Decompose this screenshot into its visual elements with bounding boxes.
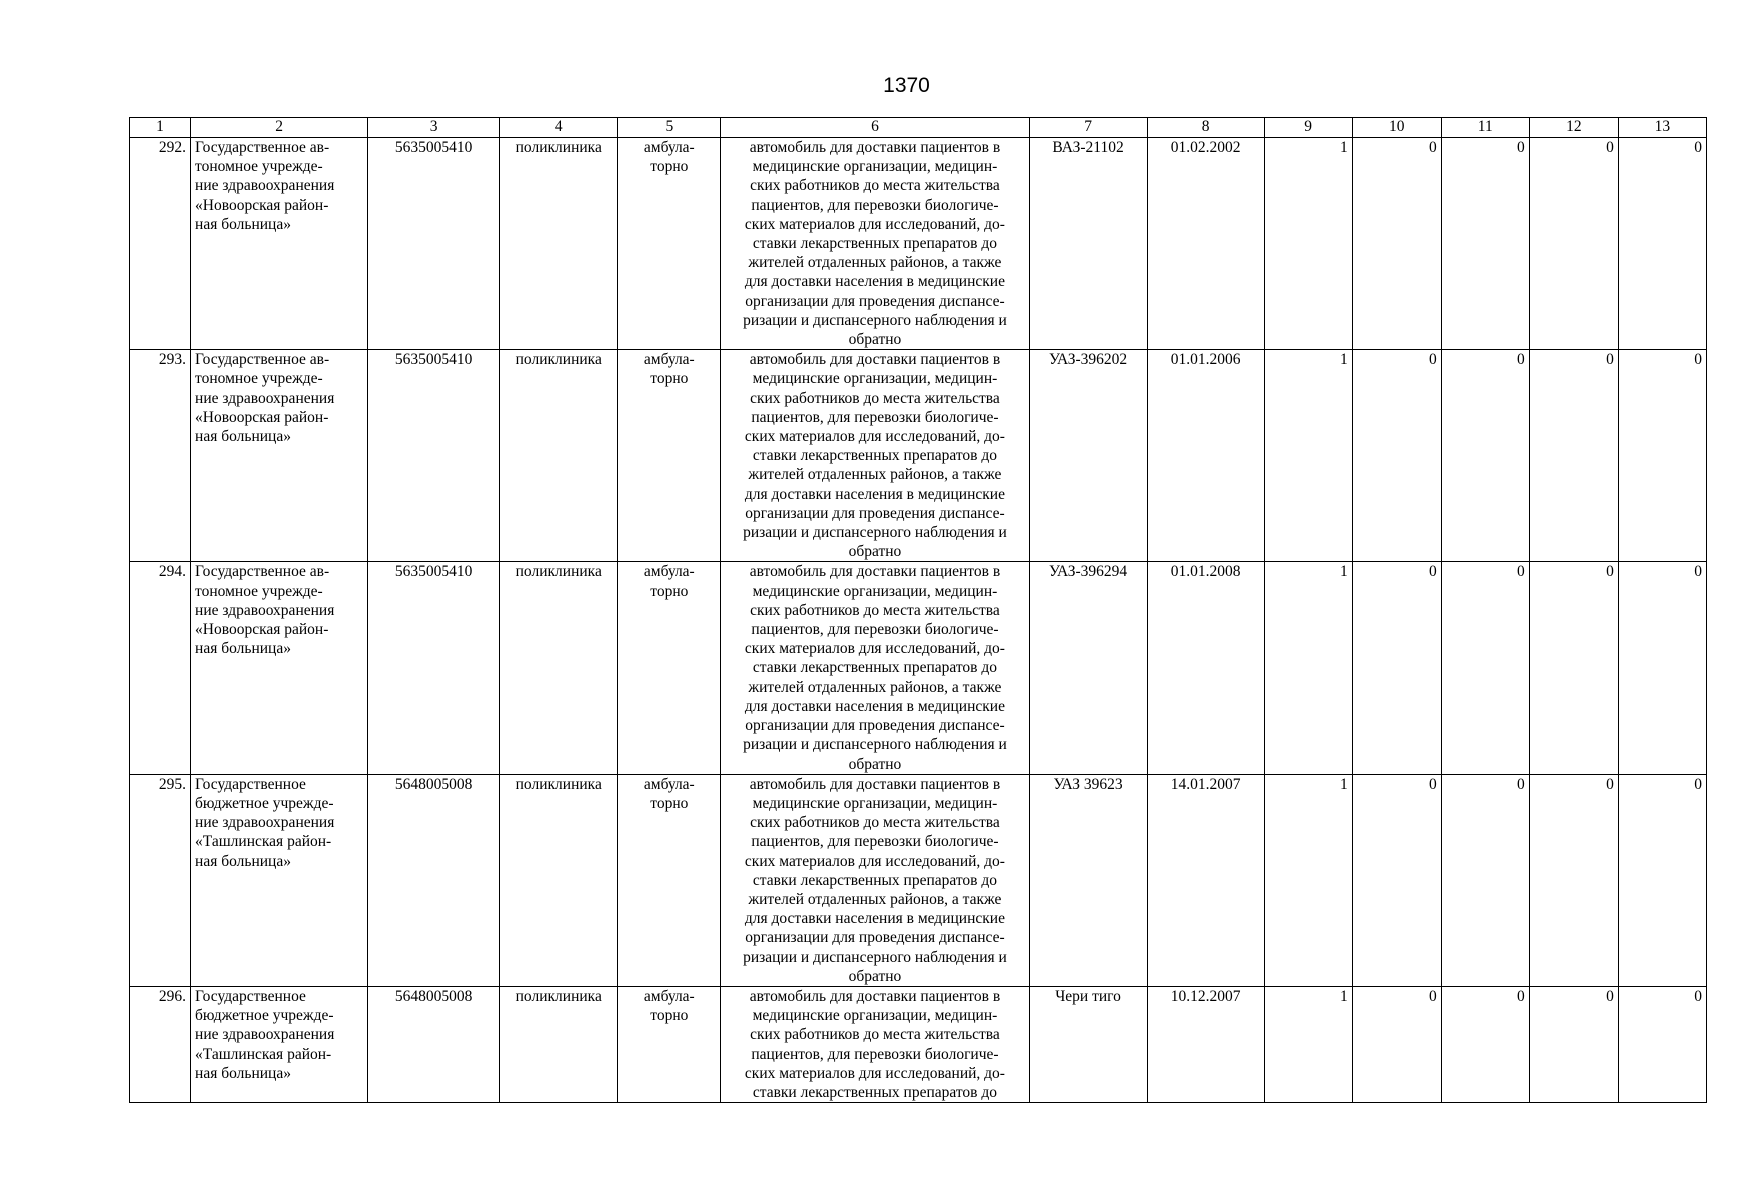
column-header-1: 1 (130, 118, 191, 138)
column-header-13: 13 (1618, 118, 1706, 138)
value-col-13: 0 (1618, 350, 1706, 562)
inn-code: 5635005410 (368, 138, 500, 350)
row-number: 294. (130, 562, 191, 774)
facility-type: поликлиника (500, 138, 618, 350)
registration-date: 14.01.2007 (1147, 774, 1264, 986)
value-col-12: 0 (1529, 774, 1618, 986)
care-mode: амбула- торно (618, 562, 721, 774)
vehicle-purpose: автомобиль для доставки пациентов в медицинские организации, медицин- ских работников до места жительства пациентов, для перевозки биологиче- ских материалов для исследований, до- ставки лекарственных препаратов до жителей отдаленных районов, а также для доставки населения в медицинские организации для проведения диспансе- ризации и диспансерного наблюдения и обратно (721, 138, 1029, 350)
header-row (130, 118, 1707, 138)
column-header-3: 3 (368, 118, 500, 138)
value-col-11: 0 (1441, 774, 1529, 986)
organization-name: Государственное бюджетное учрежде- ние здравоохранения «Ташлинская район- ная больница» (191, 774, 368, 986)
table-row (130, 986, 1707, 1102)
column-header-11: 11 (1441, 118, 1529, 138)
vehicle-purpose: автомобиль для доставки пациентов в медицинские организации, медицин- ских работников до места жительства пациентов, для перевозки биологиче- ских материалов для исследований, до- ставки лекарственных препаратов до жителей отдаленных районов, а также для доставки населения в медицинские организации для проведения диспансе- ризации и диспансерного наблюдения и обратно (721, 774, 1029, 986)
column-header-5: 5 (618, 118, 721, 138)
row-number: 296. (130, 986, 191, 1102)
value-col-12: 0 (1529, 138, 1618, 350)
vehicle-model: Чери тиго (1029, 986, 1147, 1102)
value-col-9: 1 (1264, 350, 1352, 562)
vehicle-model: УАЗ 39623 (1029, 774, 1147, 986)
column-header-8: 8 (1147, 118, 1264, 138)
inn-code: 5635005410 (368, 350, 500, 562)
facility-type: поликлиника (500, 774, 618, 986)
value-col-9: 1 (1264, 562, 1352, 774)
column-header-7: 7 (1029, 118, 1147, 138)
value-col-9: 1 (1264, 774, 1352, 986)
value-col-10: 0 (1352, 138, 1441, 350)
value-col-12: 0 (1529, 986, 1618, 1102)
column-header-6: 6 (721, 118, 1029, 138)
facility-type: поликлиника (500, 562, 618, 774)
organization-name: Государственное ав- тономное учрежде- ние здравоохранения «Новоорская район- ная больница» (191, 562, 368, 774)
care-mode: амбула- торно (618, 350, 721, 562)
organization-name: Государственное ав- тономное учрежде- ние здравоохранения «Новоорская район- ная больница» (191, 138, 368, 350)
vehicle-purpose: автомобиль для доставки пациентов в медицинские организации, медицин- ских работников до места жительства пациентов, для перевозки биологиче- ских материалов для исследований, до- ставки лекарственных препаратов до жителей отдаленных районов, а также для доставки населения в медицинские организации для проведения диспансе- ризации и диспансерного наблюдения и обратно (721, 562, 1029, 774)
organization-name: Государственное ав- тономное учрежде- ние здравоохранения «Новоорская район- ная больница» (191, 350, 368, 562)
inn-code: 5648005008 (368, 986, 500, 1102)
column-header-2: 2 (191, 118, 368, 138)
vehicle-model: УАЗ-396294 (1029, 562, 1147, 774)
column-header-4: 4 (500, 118, 618, 138)
facility-type: поликлиника (500, 986, 618, 1102)
value-col-10: 0 (1352, 562, 1441, 774)
table-row (130, 562, 1707, 774)
registration-date: 01.01.2008 (1147, 562, 1264, 774)
vehicle-model: ВАЗ-21102 (1029, 138, 1147, 350)
value-col-11: 0 (1441, 562, 1529, 774)
care-mode: амбула- торно (618, 138, 721, 350)
value-col-11: 0 (1441, 986, 1529, 1102)
organization-name: Государственное бюджетное учрежде- ние здравоохранения «Ташлинская район- ная больница» (191, 986, 368, 1102)
table-row (130, 138, 1707, 350)
vehicle-purpose: автомобиль для доставки пациентов в медицинские организации, медицин- ских работников до места жительства пациентов, для перевозки биологиче- ских материалов для исследований, до- ставки лекарственных препаратов до (721, 986, 1029, 1102)
column-header-12: 12 (1529, 118, 1618, 138)
table-row (130, 774, 1707, 986)
value-col-13: 0 (1618, 986, 1706, 1102)
inn-code: 5648005008 (368, 774, 500, 986)
table-row (130, 350, 1707, 562)
value-col-11: 0 (1441, 138, 1529, 350)
page-number: 1370 (883, 74, 930, 97)
registration-date: 01.02.2002 (1147, 138, 1264, 350)
value-col-13: 0 (1618, 562, 1706, 774)
care-mode: амбула- торно (618, 774, 721, 986)
value-col-11: 0 (1441, 350, 1529, 562)
row-number: 292. (130, 138, 191, 350)
value-col-12: 0 (1529, 350, 1618, 562)
value-col-10: 0 (1352, 350, 1441, 562)
value-col-13: 0 (1618, 138, 1706, 350)
inn-code: 5635005410 (368, 562, 500, 774)
value-col-13: 0 (1618, 774, 1706, 986)
column-header-9: 9 (1264, 118, 1352, 138)
value-col-9: 1 (1264, 138, 1352, 350)
registry-table (129, 117, 1707, 1103)
value-col-9: 1 (1264, 986, 1352, 1102)
value-col-10: 0 (1352, 986, 1441, 1102)
row-number: 295. (130, 774, 191, 986)
registration-date: 01.01.2006 (1147, 350, 1264, 562)
care-mode: амбула- торно (618, 986, 721, 1102)
vehicle-model: УАЗ-396202 (1029, 350, 1147, 562)
registration-date: 10.12.2007 (1147, 986, 1264, 1102)
value-col-10: 0 (1352, 774, 1441, 986)
row-number: 293. (130, 350, 191, 562)
column-header-10: 10 (1352, 118, 1441, 138)
value-col-12: 0 (1529, 562, 1618, 774)
facility-type: поликлиника (500, 350, 618, 562)
vehicle-purpose: автомобиль для доставки пациентов в медицинские организации, медицин- ских работников до места жительства пациентов, для перевозки биологиче- ских материалов для исследований, до- ставки лекарственных препаратов до жителей отдаленных районов, а также для доставки населения в медицинские организации для проведения диспансе- ризации и диспансерного наблюдения и обратно (721, 350, 1029, 562)
